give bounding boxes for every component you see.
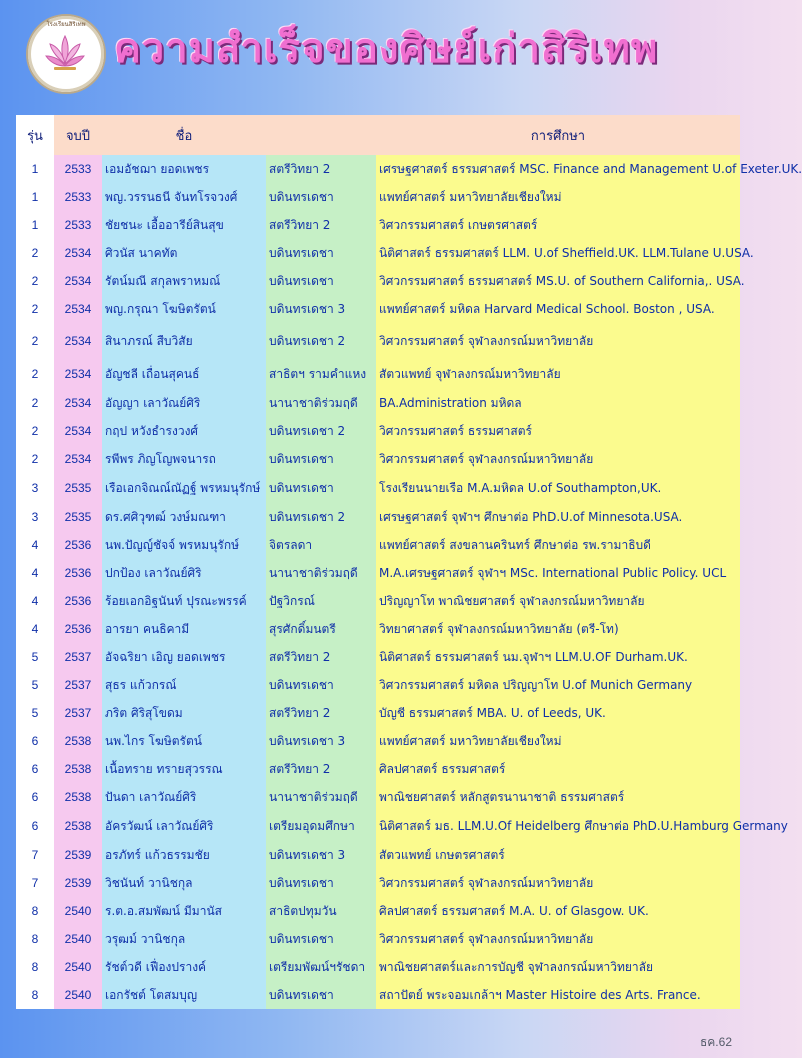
cell-school: บดินทรเดชา [266,671,376,699]
table-row [16,671,740,699]
cell-batch: 4 [16,615,54,643]
cell-school: สตรีวิทยา 2 [266,211,376,239]
cell-edu: วิศวกรรมศาสตร์ จุฬาลงกรณ์มหาวิทยาลัย [376,925,740,953]
cell-name: เรือเอกจิณณ์ณัฏฐ์ พรหมนุรักษ์ [102,473,266,503]
cell-batch: 3 [16,503,54,531]
table-row [16,953,740,981]
cell-year: 2538 [54,783,102,811]
cell-batch: 4 [16,559,54,587]
table-row [16,699,740,727]
table-row [16,239,740,267]
cell-batch: 6 [16,755,54,783]
cell-edu: สถาปัตย์ พระจอมเกล้าฯ Master Histoire des Arts. France. [376,981,740,1009]
cell-year: 2539 [54,869,102,897]
cell-edu: วิศวกรรมศาสตร์ ธรรมศาสตร์ [376,417,740,445]
cell-school: บดินทรเดชา 3 [266,727,376,755]
cell-edu: วิศวกรรมศาสตร์ จุฬาลงกรณ์มหาวิทยาลัย [376,869,740,897]
table-row [16,981,740,1009]
cell-name: ดร.ศศิวุฑฒ์ วงษ์มณฑา [102,503,266,531]
cell-name: รัตน์มณี สกุลพราหมณ์ [102,267,266,295]
cell-batch: 1 [16,183,54,211]
cell-school: บดินทรเดชา [266,925,376,953]
cell-edu: ปริญญาโท พาณิชยศาสตร์ จุฬาลงกรณ์มหาวิทยาลัย [376,587,740,615]
table-row [16,445,740,473]
cell-school: เตรียมอุดมศึกษา [266,811,376,841]
table-row [16,615,740,643]
cell-year: 2540 [54,981,102,1009]
cell-school: บดินทรเดชา [266,981,376,1009]
cell-school: สุรศักดิ์มนตรี [266,615,376,643]
cell-year: 2533 [54,183,102,211]
cell-school: บดินทรเดชา [266,445,376,473]
cell-school: บดินทรเดชา [266,869,376,897]
cell-batch: 2 [16,295,54,323]
cell-year: 2538 [54,755,102,783]
cell-edu: ศิลปศาสตร์ ธรรมศาสตร์ M.A. U. of Glasgow. UK. [376,897,740,925]
cell-school: สาธิตฯ รามคำแหง [266,359,376,389]
cell-school: นานาชาติร่วมฤดี [266,783,376,811]
table-row [16,897,740,925]
cell-school: บดินทรเดชา 2 [266,323,376,359]
cell-name: ปันดา เลาวัณย์ศิริ [102,783,266,811]
cell-edu: วิศวกรรมศาสตร์ เกษตรศาสตร์ [376,211,740,239]
cell-name: วิชนันท์ วานิชกุล [102,869,266,897]
table-row [16,267,740,295]
cell-name: สินาภรณ์ สืบวิสัย [102,323,266,359]
cell-year: 2538 [54,811,102,841]
table-row [16,503,740,531]
cell-year: 2535 [54,473,102,503]
cell-year: 2534 [54,267,102,295]
cell-name: อัครวัฒน์ เลาวัณย์ศิริ [102,811,266,841]
footer-date: ธค.62 [699,1035,732,1049]
cell-edu: ศิลปศาสตร์ ธรรมศาสตร์ [376,755,740,783]
cell-year: 2533 [54,211,102,239]
cell-year: 2534 [54,295,102,323]
cell-edu: พาณิชยศาสตร์และการบัญชี จุฬาลงกรณ์มหาวิทยาลัย [376,953,740,981]
cell-edu: แพทย์ศาสตร์ มหาวิทยาลัยเชียงใหม่ [376,727,740,755]
cell-edu: BA.Administration มหิดล [376,389,740,417]
cell-name: นพ.ไกร โฆษิตรัตน์ [102,727,266,755]
cell-year: 2533 [54,155,102,183]
cell-year: 2538 [54,727,102,755]
cell-batch: 7 [16,869,54,897]
cell-name: อัญชลี เถื่อนสุคนธ์ [102,359,266,389]
cell-school: บดินทรเดชา 3 [266,295,376,323]
cell-school: สตรีวิทยา 2 [266,699,376,727]
cell-edu: นิติศาสตร์ ธรรมศาสตร์ นม.จุฬาฯ LLM.U.OF Durham.UK. [376,643,740,671]
cell-name: นพ.ปัญญ์ชัจจ์ พรหมนุรักษ์ [102,531,266,559]
logo-text: โรงเรียนสิริเทพ [46,21,86,28]
table-row [16,783,740,811]
cell-school: ปัฐวิกรณ์ [266,587,376,615]
cell-name: รัชต์วดี เฟื่องปรางค์ [102,953,266,981]
cell-batch: 7 [16,841,54,869]
cell-name: สุธร แก้วกรณ์ [102,671,266,699]
cell-edu: สัตวแพทย์ จุฬาลงกรณ์มหาวิทยาลัย [376,359,740,389]
table-row [16,531,740,559]
cell-school: บดินทรเดชา [266,183,376,211]
cell-school: บดินทรเดชา 3 [266,841,376,869]
cell-batch: 3 [16,473,54,503]
cell-name: ศิวนัส นาคทัต [102,239,266,267]
cell-school: สาธิตปทุมวัน [266,897,376,925]
cell-batch: 5 [16,699,54,727]
cell-batch: 8 [16,981,54,1009]
lotus-icon [42,30,88,76]
cell-year: 2534 [54,389,102,417]
table-row [16,473,740,503]
table-row [16,183,740,211]
table-row [16,323,740,359]
cell-batch: 2 [16,445,54,473]
cell-year: 2534 [54,239,102,267]
cell-name: ชัยชนะ เอื้ออารีย์สินสุข [102,211,266,239]
cell-year: 2540 [54,953,102,981]
table-row [16,755,740,783]
cell-batch: 5 [16,671,54,699]
cell-year: 2536 [54,587,102,615]
cell-batch: 6 [16,727,54,755]
cell-year: 2536 [54,615,102,643]
cell-school: เตรียมพัฒน์ฯรัชดา [266,953,376,981]
cell-edu: วิทยาศาสตร์ จุฬาลงกรณ์มหาวิทยาลัย (ตรี-โท) [376,615,740,643]
page-title: ความสำเร็จของศิษย์เก่าสิริเทพ [114,25,659,72]
cell-year: 2537 [54,671,102,699]
table-row [16,587,740,615]
cell-year: 2534 [54,417,102,445]
cell-school: บดินทรเดชา [266,473,376,503]
cell-batch: 2 [16,417,54,445]
cell-year: 2536 [54,559,102,587]
cell-school: บดินทรเดชา 2 [266,417,376,445]
cell-batch: 1 [16,211,54,239]
table-row [16,869,740,897]
header-education: การศึกษา [376,115,740,155]
cell-batch: 2 [16,359,54,389]
cell-name: ภริต ศิริสุโขดม [102,699,266,727]
cell-batch: 6 [16,811,54,841]
table-header-row [16,115,740,155]
cell-edu: เศรษฐศาสตร์ จุฬาฯ ศึกษาต่อ PhD.U.of Minnesota.USA. [376,503,740,531]
cell-edu: แพทย์ศาสตร์ มหาวิทยาลัยเชียงใหม่ [376,183,740,211]
cell-batch: 6 [16,783,54,811]
cell-edu: พาณิชยศาสตร์ หลักสูตรนานาชาติ ธรรมศาสตร์ [376,783,740,811]
cell-year: 2537 [54,643,102,671]
cell-school: จิตรลดา [266,531,376,559]
cell-batch: 8 [16,925,54,953]
cell-edu: วิศวกรรมศาสตร์ ธรรมศาสตร์ MS.U. of Southern California,. USA. [376,267,740,295]
cell-edu: นิติศาสตร์ ธรรมศาสตร์ LLM. U.of Sheffield.UK. LLM.Tulane U.USA. [376,239,740,267]
school-logo [26,14,106,94]
cell-year: 2534 [54,445,102,473]
cell-edu: M.A.เศรษฐศาสตร์ จุฬาฯ MSc. International Public Policy. UCL [376,559,740,587]
cell-batch: 1 [16,155,54,183]
cell-name: รพีพร ภิญโญพจนารถ [102,445,266,473]
cell-edu: สัตวแพทย์ เกษตรศาสตร์ [376,841,740,869]
cell-year: 2539 [54,841,102,869]
cell-school: สตรีวิทยา 2 [266,155,376,183]
cell-edu: บัญชี ธรรมศาสตร์ MBA. U. of Leeds, UK. [376,699,740,727]
header-school [266,115,376,155]
cell-school: นานาชาติร่วมฤดี [266,559,376,587]
cell-edu: โรงเรียนนายเรือ M.A.มหิดล U.of Southampton,UK. [376,473,740,503]
cell-year: 2540 [54,925,102,953]
cell-name: พญ.วรรนธนี จันทโรจวงศ์ [102,183,266,211]
header-year: จบปี [54,115,102,155]
cell-name: อรภัทร์ แก้วธรรมชัย [102,841,266,869]
cell-name: ร.ต.อ.สมพัฒน์ มีมานัส [102,897,266,925]
table-row [16,211,740,239]
table-row [16,155,740,183]
cell-edu: วิศวกรรมศาสตร์ มหิดล ปริญญาโท U.of Munich Germany [376,671,740,699]
table-row [16,389,740,417]
header-name: ชื่อ [102,115,266,155]
table-row [16,295,740,323]
cell-name: ปกป้อง เลาวัณย์ศิริ [102,559,266,587]
cell-name: เอมอัชฌา ยอดเพชร [102,155,266,183]
header-batch: รุ่น [16,115,54,155]
table-row [16,559,740,587]
cell-edu: เศรษฐศาสตร์ ธรรมศาสตร์ MSC. Finance and Management U.of Exeter.UK. [376,155,740,183]
cell-name: วรุฒม์ วานิชกุล [102,925,266,953]
cell-name: เนื้อทราย ทรายสุวรรณ [102,755,266,783]
cell-school: บดินทรเดชา [266,239,376,267]
cell-edu: วิศวกรรมศาสตร์ จุฬาลงกรณ์มหาวิทยาลัย [376,323,740,359]
cell-batch: 5 [16,643,54,671]
cell-batch: 8 [16,953,54,981]
cell-name: กฤป หวังธำรงวงศ์ [102,417,266,445]
cell-name: อัจฉริยา เอิญ ยอดเพชร [102,643,266,671]
cell-edu: วิศวกรรมศาสตร์ จุฬาลงกรณ์มหาวิทยาลัย [376,445,740,473]
cell-year: 2534 [54,323,102,359]
cell-name: อัญญา เลาวัณย์ศิริ [102,389,266,417]
cell-year: 2535 [54,503,102,531]
cell-edu: นิติศาสตร์ มธ. LLM.U.Of Heidelberg ศึกษาต่อ PhD.U.Hamburg Germany [376,811,740,841]
cell-year: 2534 [54,359,102,389]
cell-year: 2536 [54,531,102,559]
cell-school: นานาชาติร่วมฤดี [266,389,376,417]
cell-batch: 2 [16,323,54,359]
cell-batch: 4 [16,531,54,559]
cell-batch: 4 [16,587,54,615]
cell-year: 2537 [54,699,102,727]
table-row [16,643,740,671]
cell-school: สตรีวิทยา 2 [266,755,376,783]
cell-name: ร้อยเอกอิฐนันท์ ปุรณะพรรค์ [102,587,266,615]
cell-name: เอกรัชต์ โตสมบุญ [102,981,266,1009]
cell-name: พญ.กรุณา โฆษิตรัตน์ [102,295,266,323]
table-row [16,417,740,445]
cell-school: สตรีวิทยา 2 [266,643,376,671]
cell-batch: 2 [16,239,54,267]
table-row [16,727,740,755]
cell-school: บดินทรเดชา [266,267,376,295]
alumni-table [16,115,802,1009]
cell-year: 2540 [54,897,102,925]
table-row [16,811,740,841]
cell-batch: 2 [16,389,54,417]
cell-name: อารยา คนธิคามี [102,615,266,643]
table-row [16,925,740,953]
cell-batch: 8 [16,897,54,925]
table-row [16,359,740,389]
table-row [16,841,740,869]
cell-batch: 2 [16,267,54,295]
cell-edu: แพทย์ศาสตร์ มหิดล Harvard Medical School. Boston , USA. [376,295,740,323]
cell-edu: แพทย์ศาสตร์ สงขลานครินทร์ ศึกษาต่อ รพ.รามาธิบดี [376,531,740,559]
cell-school: บดินทรเดชา 2 [266,503,376,531]
